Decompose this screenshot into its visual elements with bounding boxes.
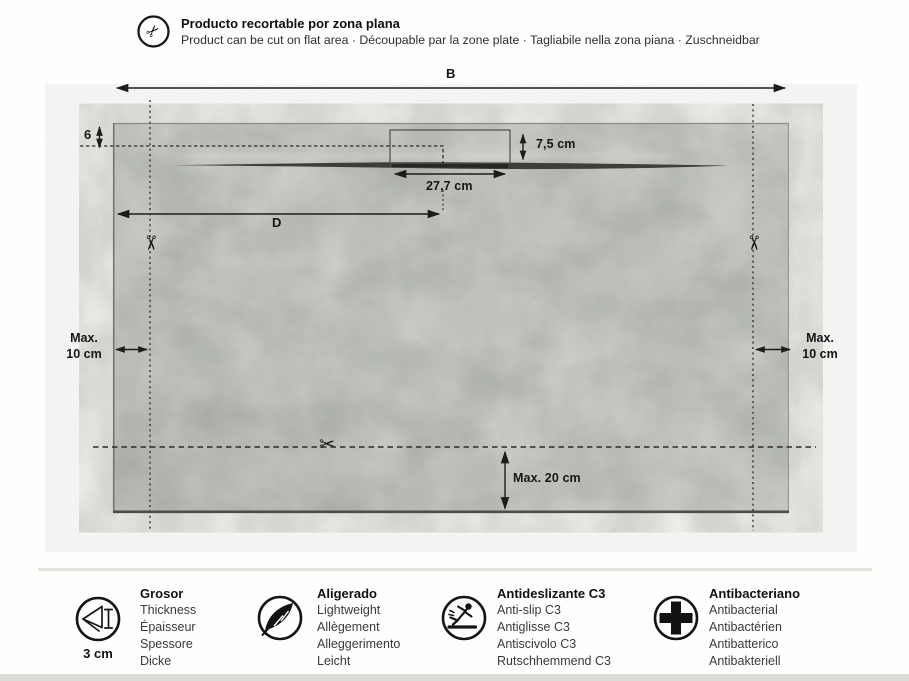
features-band-top-rule [38, 568, 872, 571]
feature-antibacterial-line: Antibactérien [709, 620, 782, 634]
label-B: B [446, 66, 456, 81]
feature-lightweight [317, 585, 400, 670]
antibacterial-icon [652, 594, 700, 642]
feature-thickness [140, 585, 196, 670]
label-6: 6 [84, 127, 92, 142]
feature-anti-slip-line: Rutschhemmend C3 [497, 654, 611, 668]
features-band-bottom-rule [0, 674, 909, 681]
thickness-value: 3 cm [83, 646, 113, 661]
label-max10-left [58, 330, 110, 362]
scissors-icon-right-cut: ✂ [742, 234, 764, 252]
feature-antibacterial-line: Antibacterial [709, 603, 778, 617]
label-7-5-cm: 7,5 cm [536, 137, 576, 151]
label-D: D [272, 215, 282, 230]
feature-lightweight-line: Lightweight [317, 603, 381, 617]
scissors-icon-bottom-cut: ✂ [319, 434, 335, 456]
label-max10-left-line1: Max. [70, 331, 98, 345]
feature-lightweight-title: Aligerado [317, 586, 377, 601]
feather-icon [256, 594, 304, 642]
feature-antibacterial [709, 585, 800, 670]
feature-antibacterial-line: Antibakteriell [709, 654, 781, 668]
feature-anti-slip-line: Antiglisse C3 [497, 620, 570, 634]
scissors-icon-left-cut: ✂ [139, 234, 161, 252]
anti-slip-icon [440, 594, 488, 642]
feature-antibacterial-line: Antibatterico [709, 637, 779, 651]
header-title: Producto recortable por zona plana [181, 16, 400, 31]
feature-thickness-line: Thickness [140, 603, 197, 617]
feature-anti-slip-title: Antideslizante C3 [497, 586, 606, 601]
feature-antibacterial-title: Antibacteriano [709, 586, 801, 601]
feature-anti-slip-line: Antiscivolo C3 [497, 637, 577, 651]
feature-thickness-title: Grosor [140, 586, 184, 601]
label-max10-left-line2: 10 cm [66, 347, 102, 361]
label-max10-right [794, 330, 846, 362]
feature-thickness-line: Dicke [140, 654, 172, 668]
feature-lightweight-line: Leicht [317, 654, 351, 668]
label-max10-right-line1: Max. [806, 331, 834, 345]
header-subtitle: Product can be cut on flat area · Découpable par la zone plate · Tagliabile nella zona piana · Zuschneidbar [181, 33, 760, 47]
feature-thickness-line: Spessore [140, 637, 193, 651]
feature-lightweight-line: Allègement [317, 620, 380, 634]
scissors-icon: ✂ [142, 20, 164, 43]
feature-anti-slip [497, 585, 611, 670]
label-max20: Max. 20 cm [513, 471, 581, 485]
feature-anti-slip-line: Anti-slip C3 [497, 603, 561, 617]
feature-thickness-line: Épaisseur [140, 620, 196, 634]
label-27-7-cm: 27,7 cm [426, 179, 473, 193]
label-max10-right-line2: 10 cm [802, 347, 838, 361]
feature-lightweight-line: Alleggerimento [317, 637, 401, 651]
drain-cover-outline [390, 130, 510, 163]
thickness-icon [74, 595, 122, 643]
